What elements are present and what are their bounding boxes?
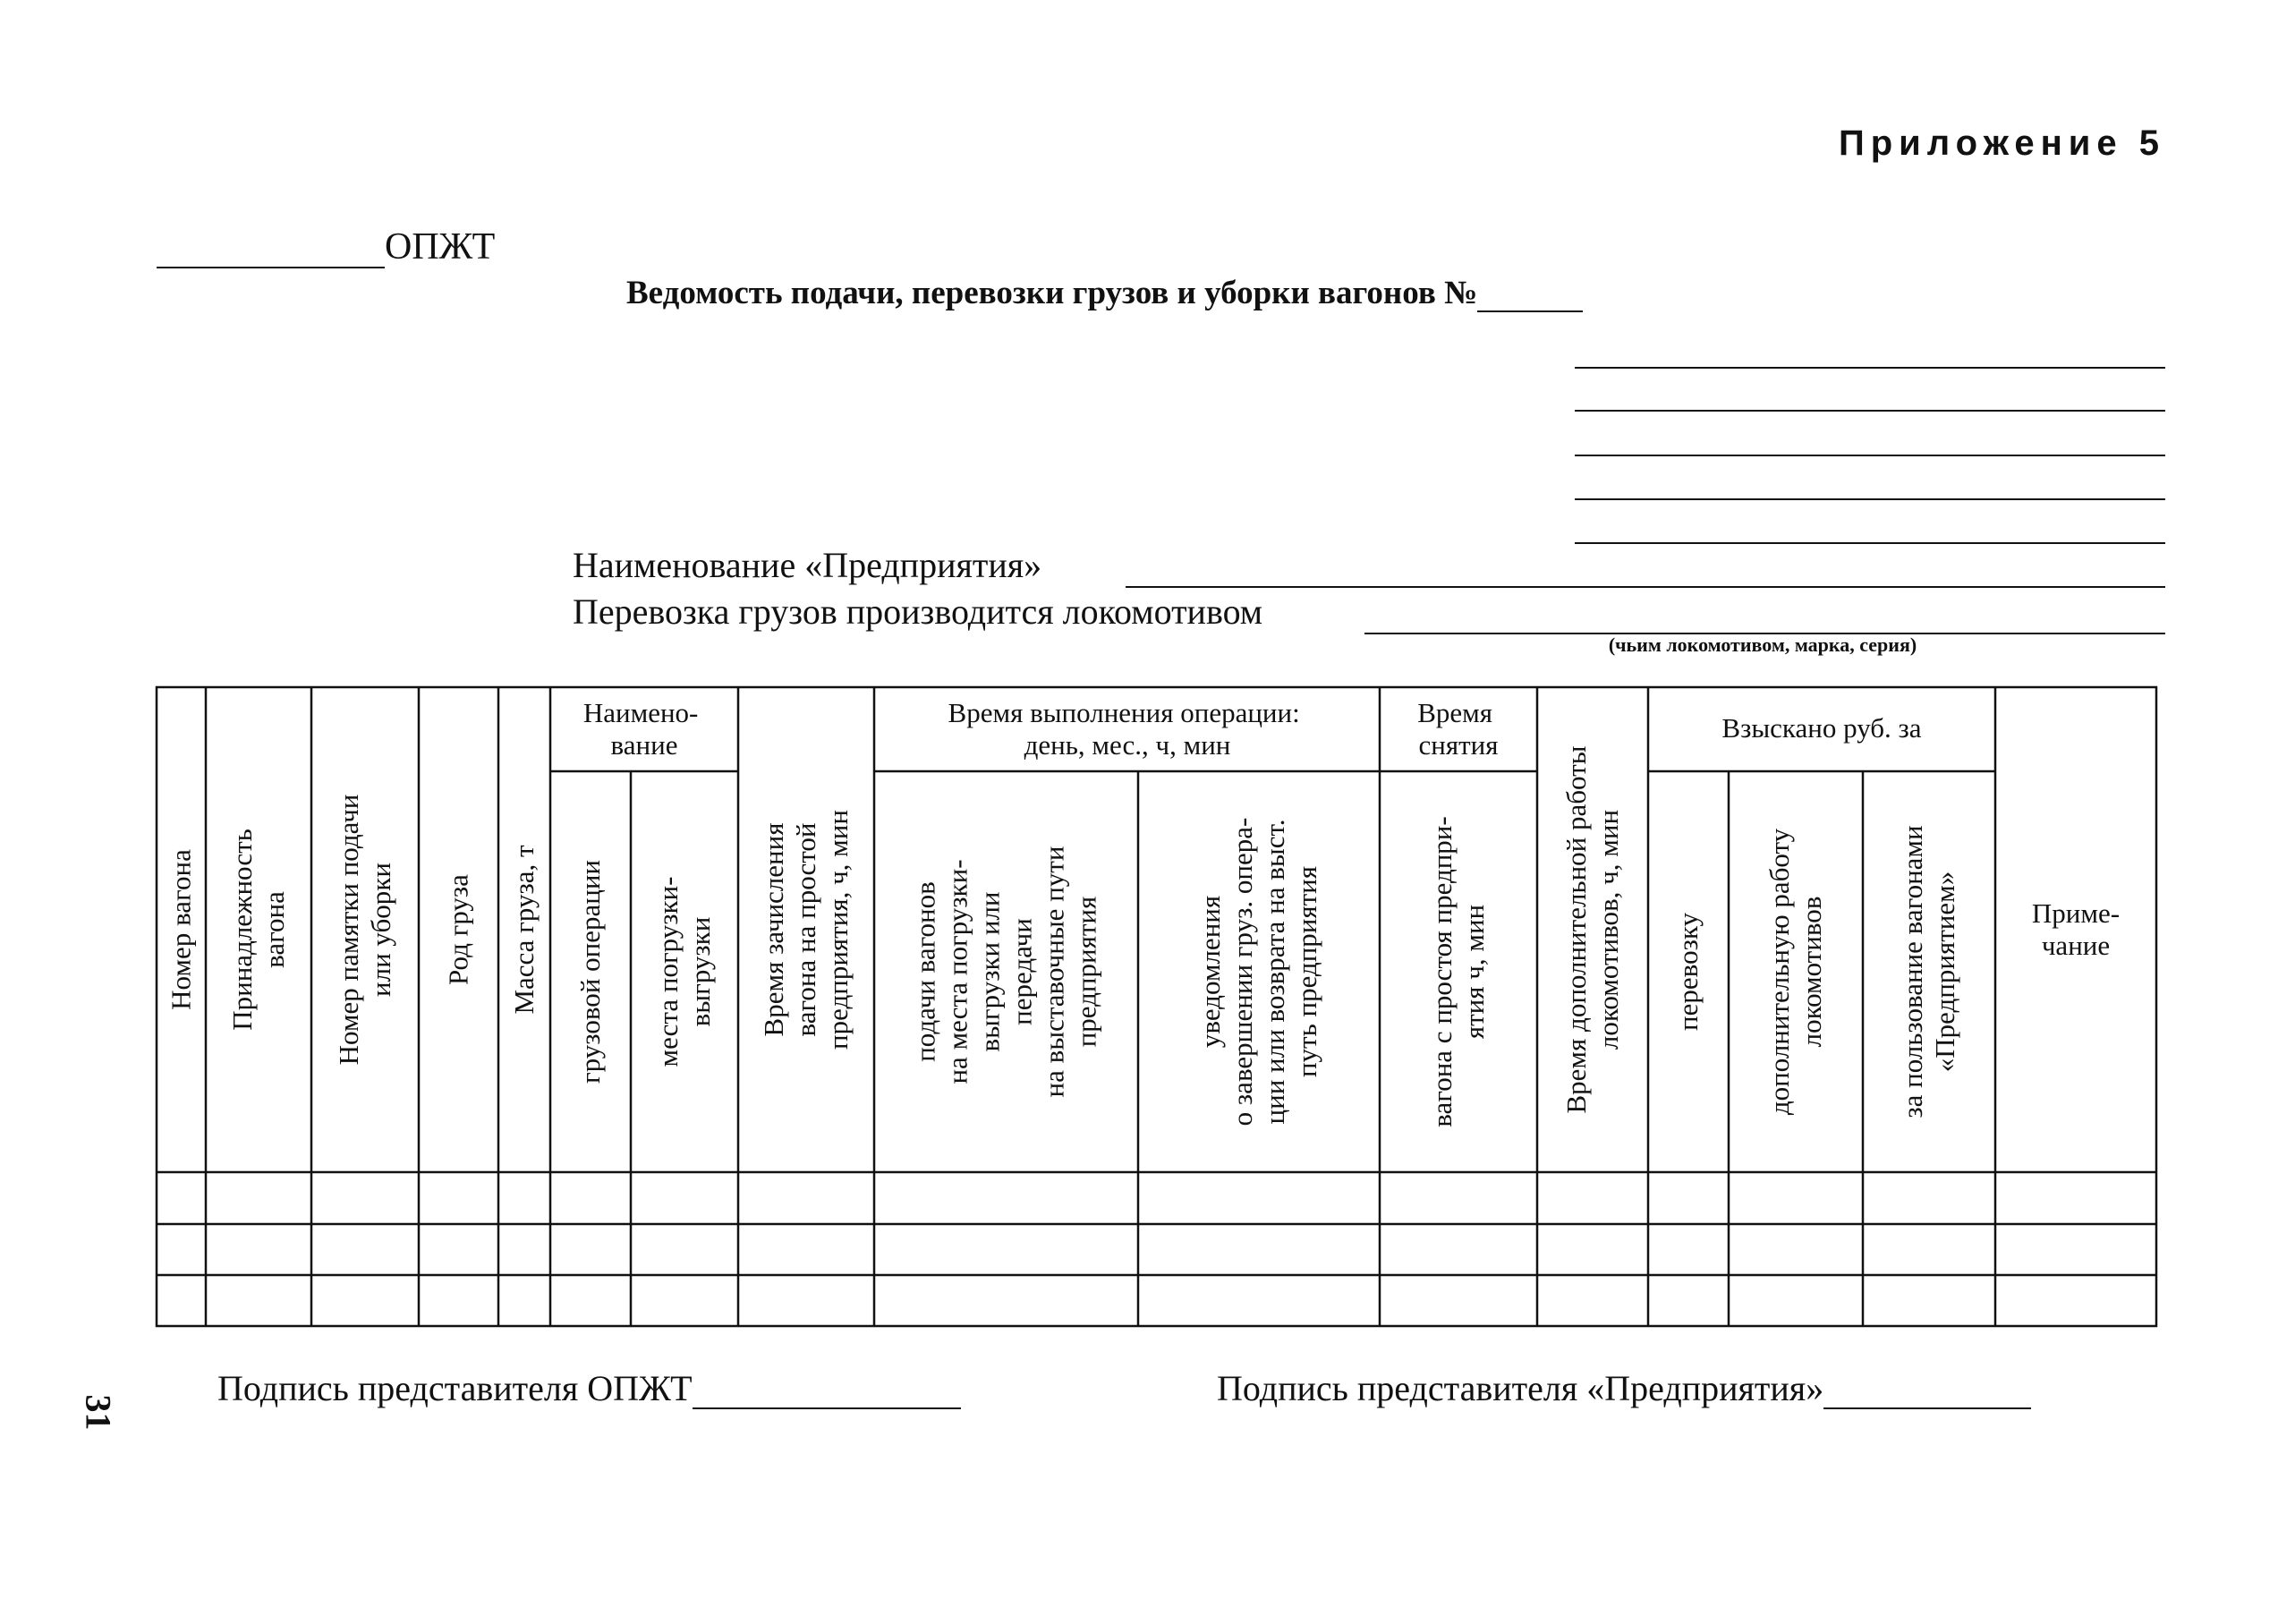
column-header-8: Время зачислениявагона на простойпредприятия, ч, мин (758, 810, 854, 1050)
column-header-16: Приме-чание (2031, 897, 2121, 961)
signature-opzht-label: Подпись представителя ОПЖТ (217, 1368, 693, 1408)
signature-enterprise-blank (1823, 1372, 2031, 1409)
title-text: Ведомость подачи, перевозки грузов и уборки вагонов № (626, 275, 1478, 311)
signature-enterprise (1217, 1367, 2031, 1409)
column-header-13: перевозку (1672, 913, 1704, 1031)
group-header-collected: Взыскано руб. за (1721, 712, 1922, 744)
column-header-11: вагона с простоя предпри-ятия ч, мин (1426, 816, 1490, 1127)
column-header-14: дополнительную работулокомотивов (1764, 828, 1827, 1116)
group-header-time-removal: Время снятия (1417, 697, 1499, 761)
column-header-1: Номер вагона (165, 849, 197, 1010)
locomotive-field-label: Перевозка грузов производится локомотивом (573, 591, 1263, 632)
column-header-5: Масса груза, т (508, 845, 540, 1015)
group-header-time-ops: Время выполнения операции: день, мес., ч, мин (948, 697, 1300, 761)
column-header-9: подачи вагоновна места погрузки-выгрузки илипередачина выставочные путипредприятия (909, 846, 1102, 1098)
signature-opzht (217, 1367, 961, 1409)
column-header-3: Номер памятки подачиили уборки (333, 794, 396, 1066)
column-header-6: грузовой операции (574, 859, 606, 1084)
locomotive-hint: (чьим локомотивом, марка, серия) (1608, 633, 1917, 656)
appendix-label: Приложение 5 (1839, 123, 2165, 163)
org-suffix: ОПЖТ (385, 226, 496, 268)
column-header-12: Время дополнительной работылокомотивов, ч, мин (1560, 745, 1624, 1114)
group-header-name: Наимено- вание (582, 697, 699, 761)
signature-enterprise-label: Подпись представителя «Предприятия» (1217, 1368, 1824, 1408)
column-header-15: за пользование вагонами«Предприятием» (1897, 825, 1960, 1118)
table-border (157, 687, 2156, 1326)
column-header-4: Род груза (442, 874, 474, 985)
page-number: 31 (78, 1394, 119, 1431)
enterprise-field-label: Наименование «Предприятия» (573, 545, 1042, 585)
column-header-7: места погрузки-выгрузки (652, 876, 716, 1067)
column-header-10: уведомленияо завершении груз. опера-ции или возврата на выст.путь предприятия (1194, 817, 1322, 1127)
signature-opzht-blank (693, 1372, 961, 1409)
column-header-2: Принадлежностьвагона (226, 829, 290, 1031)
